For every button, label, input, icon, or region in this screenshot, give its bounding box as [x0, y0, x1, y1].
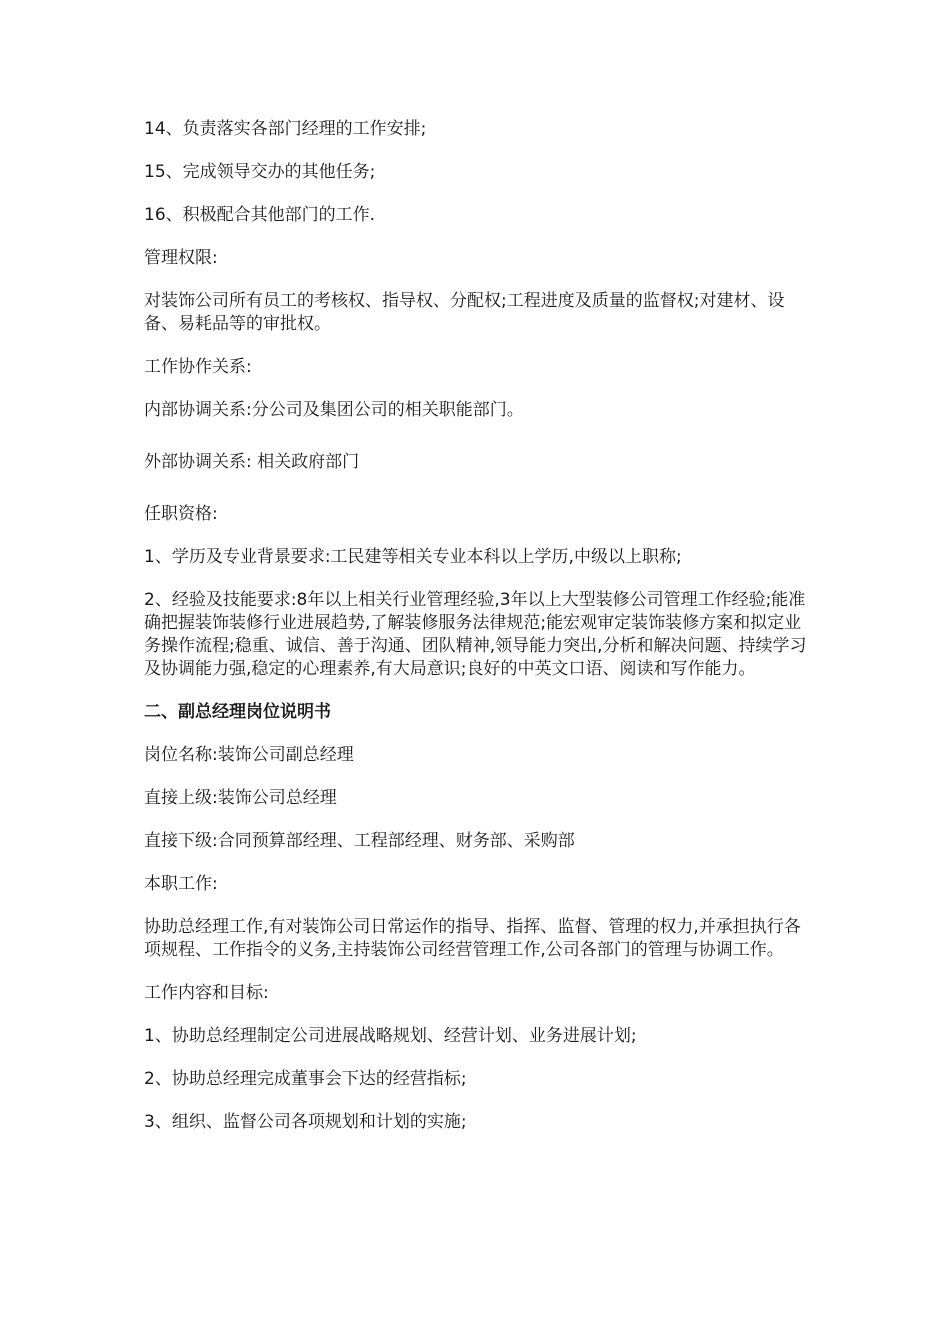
qualification-item-1: 1、学历及专业背景要求:工民建等相关专业本科以上学历,中级以上职称; — [144, 547, 682, 567]
position-name: 岗位名称:装饰公司副总经理 — [144, 745, 354, 765]
document-page — [144, 118, 814, 1134]
duty-item-16: 16、积极配合其他部门的工作. — [144, 205, 376, 225]
direct-subordinates: 直接下级:合同预算部经理、工程部经理、财务部、采购部 — [144, 831, 575, 851]
section-label-main-duty: 本职工作: — [144, 874, 218, 894]
authority-text: 对装饰公司所有员工的考核权、指导权、分配权;工程进度及质量的监督权;对建材、设备、易耗品等的审批权。 — [144, 291, 785, 334]
section-label-cooperation: 工作协作关系: — [144, 357, 252, 377]
section-label-authority: 管理权限: — [144, 248, 218, 268]
goal-item-2: 2、协助总经理完成董事会下达的经营指标; — [144, 1069, 467, 1089]
goal-item-1: 1、协助总经理制定公司进展战略规划、经营计划、业务进展计划; — [144, 1026, 637, 1046]
external-coordination: 外部协调关系: 相关政府部门 — [144, 452, 360, 472]
internal-coordination: 内部协调关系:分公司及集团公司的相关职能部门。 — [144, 400, 524, 420]
duty-item-14: 14、负责落实各部门经理的工作安排; — [144, 119, 427, 139]
goal-item-3: 3、组织、监督公司各项规划和计划的实施; — [144, 1112, 467, 1132]
main-duty-text: 协助总经理工作,有对装饰公司日常运作的指导、指挥、监督、管理的权力,并承担执行各项规程、工作指令的义务,主持装饰公司经营管理工作,公司各部门的管理与协调工作。 — [144, 917, 801, 960]
section-label-content-goals: 工作内容和目标: — [144, 983, 269, 1003]
section-heading-deputy-gm: 二、副总经理岗位说明书 — [144, 702, 331, 722]
qualification-item-2: 2、经验及技能要求:8年以上相关行业管理经验,3年以上大型装修公司管理工作经验;能准确把握装饰装修行业进展趋势,了解装修服务法律规范;能宏观审定装饰装修方案和拟定业务操作流程;稳重、诚信、善于沟通、团队精神,领导能力突出,分析和解决问题、持续学习及协调能力强,稳定的心理素养,有大局意识;良好的中英文口语、阅读和写作能力。 — [144, 590, 807, 679]
direct-superior: 直接上级:装饰公司总经理 — [144, 788, 337, 808]
duty-item-15: 15、完成领导交办的其他任务; — [144, 162, 376, 182]
section-label-qualifications: 任职资格: — [144, 504, 218, 524]
